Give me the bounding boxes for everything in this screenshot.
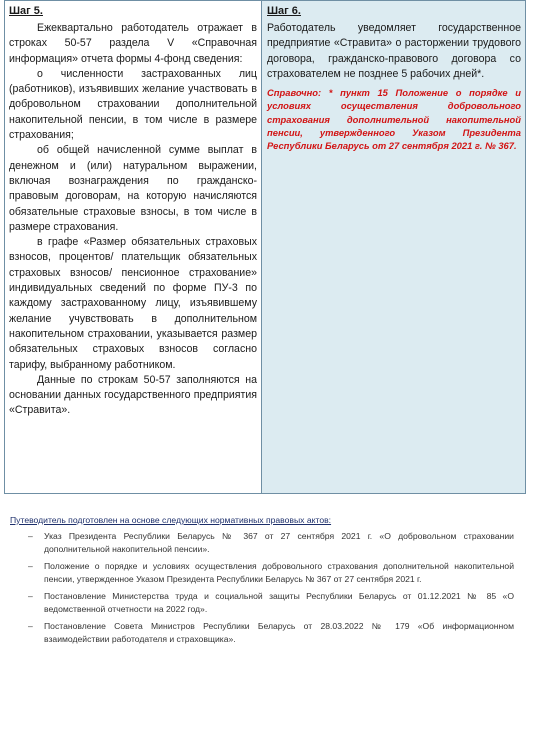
step5-paragraph: Данные по строкам 50-57 заполняются на основании данных государственного предприятия «Стравита». [9,373,257,417]
step6-cell [262,1,525,493]
dash-bullet: – [28,621,33,631]
source-item [10,560,514,586]
step6-text: Работодатель уведомляет государственное предприятие «Стравита» о расторжении трудового договора, гражданско-правового договора со страхователем не позднее 5 рабочих дней*. [267,22,521,80]
source-item [10,530,514,556]
source-text: Указ Президента Республики Беларусь № 367 от 27 сентября 2021 г. «О добровольном страховании дополнительной накопительной пенсии». [44,531,514,554]
dash-bullet: – [28,591,33,601]
source-item [10,590,514,616]
step5-title: Шаг 5. [9,5,43,17]
step5-cell [5,1,262,493]
source-text: Положение о порядке и условиях осуществления добровольного страхования дополнительной накопительной пенсии, утвержденное Указом Президента Республики Беларусь № 367 от 27 сентября 2021 г. [44,561,514,584]
source-text: Постановление Министерства труда и социальной защиты Республики Беларусь от 01.12.2021 № 85 «О ведомственной отчетности на 2022 год». [44,591,514,614]
step6-reference-note: Справочно: * пункт 15 Положение о порядке и условиях осуществления добровольного страхования дополнительной накопительной пенсии, утвержденного Указом Президента Республики Беларусь от 27 сентября 2021 г. № 367. [267,87,521,151]
sources-section [10,514,514,650]
step5-paragraph: о численности застрахованных лиц (работников), изъявивших желание участвовать в добровольном страховании дополнительной накопительной пенсии, в том числе в размере страхования; [9,67,257,142]
step6-title: Шаг 6. [267,5,301,17]
steps-table [4,0,526,494]
dash-bullet: – [28,561,33,571]
sources-list [10,530,514,646]
sources-heading: Путеводитель подготовлен на основе следующих нормативных правовых актов: [10,515,332,525]
step5-paragraph: Ежеквартально работодатель отражает в строках 50-57 раздела V «Справочная информация» отчета формы 4-фонд сведения: [9,22,257,65]
source-item [10,620,514,646]
source-text: Постановление Совета Министров Республики Беларусь от 28.03.2022 № 179 «Об информационном взаимодействии работодателя и страховщика». [44,621,514,644]
dash-bullet: – [28,531,33,541]
step5-paragraph: в графе «Размер обязательных страховых взносов, процентов/ плательщик обязательных страховых взносов/ пенсионное страхование» индивидуальных сведений по форме ПУ-3 по каждому застрахованному лицу, изъявившему желание учувствовать в дополнительном накопительном страховании, указывается размер обязательных страховых взносов согласно тарифу, выбранному работником. [9,236,257,371]
step5-paragraph: об общей начисленной сумме выплат в денежном и (или) натуральном выражении, включая вознаграждения по гражданско-правовым договорам, на которую начисляются обязательные страховые взносы, в том числе в размере страхования. [9,144,257,233]
